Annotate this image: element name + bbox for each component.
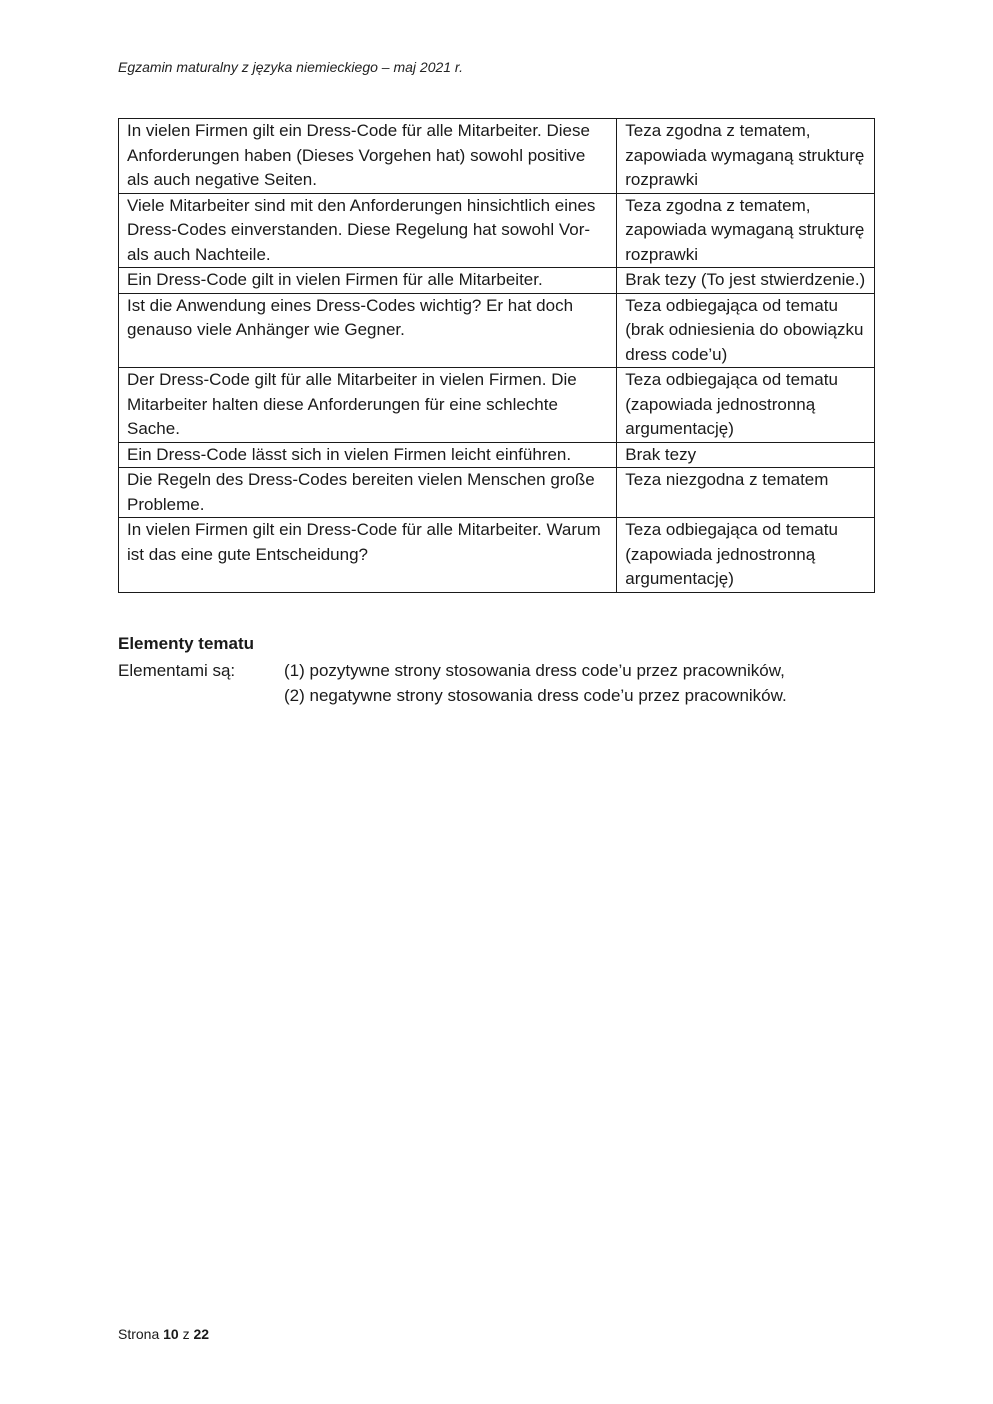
page-footer — [118, 1326, 209, 1342]
example-cell: Ist die Anwendung eines Dress-Codes wichtig? Er hat doch genauso viele Anhänger wie Gegner. — [119, 293, 617, 368]
footer-separator: z — [182, 1326, 190, 1342]
table-row — [119, 193, 875, 268]
footer-page-number: 10 — [163, 1326, 179, 1342]
assessment-cell: Teza niezgodna z tematem — [617, 468, 875, 518]
assessment-cell: Brak tezy — [617, 442, 875, 468]
thesis-evaluation-table — [118, 118, 875, 593]
list-item: (1) pozytywne strony stosowania dress code’u przez pracowników, — [284, 661, 785, 680]
example-cell: Die Regeln des Dress-Codes bereiten vielen Menschen große Probleme. — [119, 468, 617, 518]
list-item: (2) negatywne strony stosowania dress code’u przez pracowników. — [284, 686, 787, 705]
assessment-cell: Teza zgodna z tematem, zapowiada wymaganą strukturę rozprawki — [617, 119, 875, 194]
example-cell: Ein Dress-Code lässt sich in vielen Firmen leicht einführen. — [119, 442, 617, 468]
table-row — [119, 119, 875, 194]
elements-label: Elementami są: — [118, 661, 236, 680]
table-row — [119, 293, 875, 368]
example-cell: Viele Mitarbeiter sind mit den Anforderungen hinsichtlich eines Dress-Codes einverstanden. Diese Regelung hat sowohl Vor- als auch Nachteile. — [119, 193, 617, 268]
assessment-cell: Teza odbiegająca od tematu (zapowiada jednostronną argumentację) — [617, 368, 875, 443]
example-cell: In vielen Firmen gilt ein Dress-Code für alle Mitarbeiter. Warum ist das eine gute Entscheidung? — [119, 518, 617, 593]
example-cell: Der Dress-Code gilt für alle Mitarbeiter in vielen Firmen. Die Mitarbeiter halten diese Anforderungen für eine schlechte Sache. — [119, 368, 617, 443]
page-header: Egzamin maturalny z języka niemieckiego – maj 2021 r. — [118, 59, 463, 75]
footer-total-pages: 22 — [193, 1326, 210, 1342]
table-row — [119, 368, 875, 443]
assessment-cell: Brak tezy (To jest stwierdzenie.) — [617, 268, 875, 294]
footer-prefix: Strona — [118, 1326, 160, 1342]
table-row — [119, 468, 875, 518]
assessment-cell: Teza odbiegająca od tematu (brak odniesienia do obowiązku dress code’u) — [617, 293, 875, 368]
table-row — [119, 268, 875, 294]
table-row — [119, 518, 875, 593]
elements-title: Elementy tematu — [118, 634, 255, 653]
assessment-cell: Teza zgodna z tematem, zapowiada wymaganą strukturę rozprawki — [617, 193, 875, 268]
table-row — [119, 442, 875, 468]
example-cell: Ein Dress-Code gilt in vielen Firmen für alle Mitarbeiter. — [119, 268, 617, 294]
example-cell: In vielen Firmen gilt ein Dress-Code für alle Mitarbeiter. Diese Anforderungen haben (Dieses Vorgehen hat) sowohl positive als auch negative Seiten. — [119, 119, 617, 194]
elements-list — [284, 658, 787, 708]
assessment-cell: Teza odbiegająca od tematu (zapowiada jednostronną argumentację) — [617, 518, 875, 593]
